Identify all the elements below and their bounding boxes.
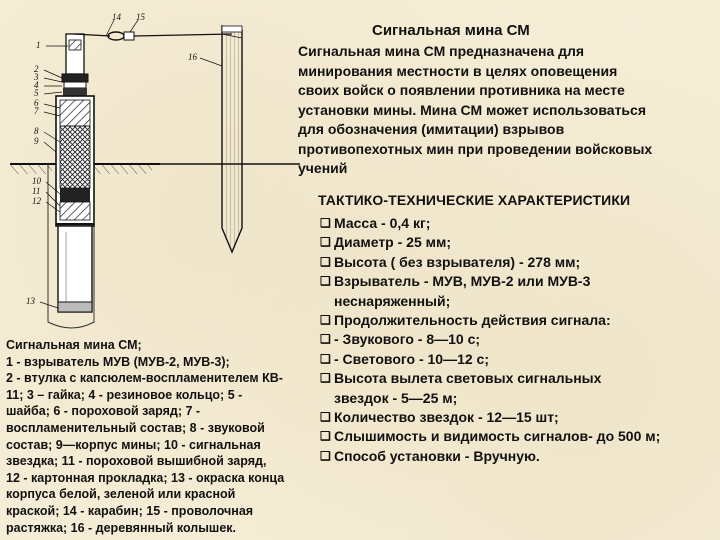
bullet-icon: ❑ — [320, 235, 331, 250]
tripwire — [74, 32, 232, 40]
spec-item: ❑ Способ установки - Вручную. — [320, 447, 720, 466]
caption-line: растяжка; 16 - деревянный колышек. — [6, 520, 237, 535]
label-3: 3 — [34, 72, 39, 82]
spec-item: ❑ Высота ( без взрывателя) - 278 мм; — [320, 253, 720, 272]
page-title: Сигнальная мина СМ — [372, 22, 530, 39]
spec-item: ❑ Взрыватель - МУВ, МУВ-2 или МУВ-3 — [320, 272, 720, 291]
spec-item: ❑ Диаметр - 25 мм; — [320, 233, 720, 252]
label-6: 6 — [34, 98, 39, 108]
bullet-icon: ❑ — [320, 371, 331, 386]
caption-line: краской; 14 - карабин; 15 - проволочная — [6, 503, 254, 518]
spec-item-continuation: звездок - 5—25 м; — [334, 389, 458, 406]
caption-line: звездка; 11 - пороховой вышибной заряд, — [6, 454, 267, 469]
intro-paragraph — [298, 42, 698, 179]
caption-line: 12 - картонная прокладка; 13 - окраска конца — [6, 470, 285, 485]
label-15: 15 — [136, 12, 145, 22]
mine-body — [56, 96, 94, 312]
label-8: 8 — [34, 126, 39, 136]
bullet-icon: ❑ — [320, 332, 331, 347]
bullet-icon: ❑ — [320, 351, 331, 366]
spec-item: ❑ Количество звездок - 12—15 шт; — [320, 408, 720, 427]
spec-item: ❑ - Звукового - 8—10 с; — [320, 330, 720, 349]
caption-line: корпуса белой, зеленой или красной — [6, 487, 236, 502]
label-7: 7 — [34, 106, 39, 116]
label-11: 11 — [32, 186, 41, 196]
intro-line: противопехотных мин при проведении войсковых — [298, 140, 653, 157]
spec-item: ❑ - Светового - 10—12 с; — [320, 350, 720, 369]
caption-line: шайба; 6 - пороховой заряд; 7 - — [6, 404, 201, 419]
specs-list — [320, 214, 720, 466]
specs-heading: ТАКТИКО-ТЕХНИЧЕСКИЕ ХАРАКТЕРИСТИКИ — [318, 192, 631, 208]
label-16: 16 — [188, 52, 197, 62]
spec-item: ❑ Масса - 0,4 кг; — [320, 214, 720, 233]
ground-line — [10, 164, 300, 174]
intro-line: Сигнальная мина СМ предназначена для — [298, 43, 585, 59]
label-4: 4 — [34, 80, 39, 90]
spec-item: ❑ Слышимость и видимость сигналов- до 500 м; — [320, 427, 720, 446]
figure-caption — [6, 337, 326, 536]
intro-line: для обозначения (имитации) взрывов — [298, 121, 565, 137]
bullet-icon: ❑ — [320, 274, 331, 289]
caption-line: воспламенительный состав; 8 - звуковой — [6, 420, 265, 435]
label-9: 9 — [34, 136, 39, 146]
intro-line: установки мины. Мина СМ может использоваться — [298, 101, 646, 118]
bullet-icon: ❑ — [320, 429, 331, 444]
label-10: 10 — [32, 176, 41, 186]
bullet-icon: ❑ — [320, 410, 331, 425]
spec-item-continuation: неснаряженный; — [334, 292, 451, 309]
bullet-icon: ❑ — [320, 448, 331, 463]
label-1: 1 — [36, 40, 41, 50]
label-12: 12 — [32, 196, 41, 206]
intro-line: своих войск о появлении противника на месте — [298, 82, 625, 98]
fuse — [62, 34, 88, 96]
mine-diagram-drawing — [10, 12, 300, 342]
label-2: 2 — [34, 64, 39, 74]
caption-line: Сигнальная мина СМ; — [6, 338, 142, 352]
mine-diagram — [10, 12, 300, 342]
caption-line: 11; 3 – гайка; 4 - резиновое кольцо; 5 - — [6, 387, 243, 402]
caption-line: состав; 9—корпус мины; 10 - сигнальная — [6, 437, 261, 452]
intro-line: минирования местности в целях оповещения — [298, 62, 618, 79]
wooden-stake — [222, 26, 242, 252]
bullet-icon: ❑ — [320, 254, 331, 269]
spec-item: ❑ Высота вылета световых сигнальных — [320, 369, 720, 388]
bullet-icon: ❑ — [320, 216, 331, 230]
bullet-icon: ❑ — [320, 313, 331, 328]
spec-item: ❑ Продолжительность действия сигнала: — [320, 311, 720, 330]
caption-line: 2 - втулка с капсюлем-воспламенителем КВ- — [6, 371, 283, 386]
caption-line: 1 - взрыватель МУВ (МУВ-2, МУВ-3); — [6, 354, 230, 369]
label-13: 13 — [26, 296, 35, 306]
label-14: 14 — [112, 12, 121, 22]
label-5: 5 — [34, 88, 39, 98]
intro-line: учений — [298, 160, 348, 176]
